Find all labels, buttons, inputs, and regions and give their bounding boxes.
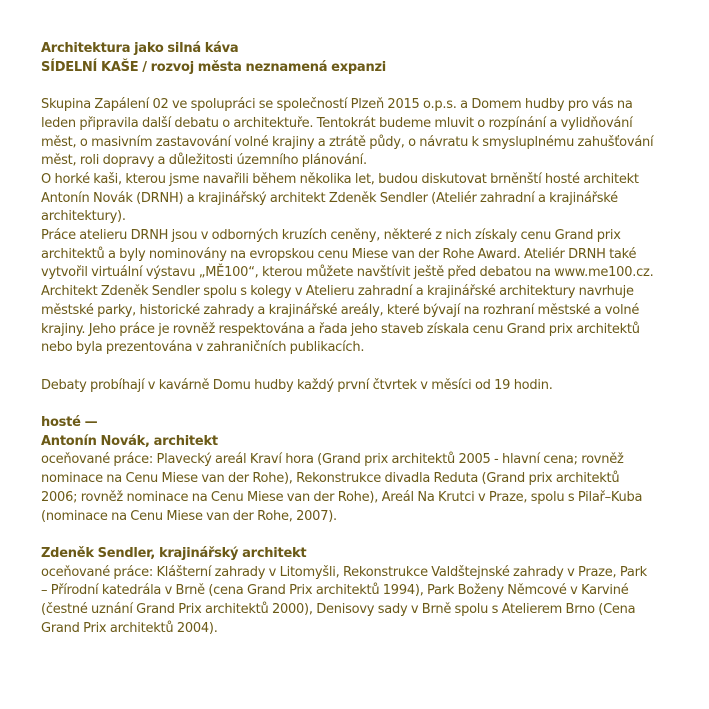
- guest-works-line: (nominace na Cenu Miese van der Rohe, 2007).: [41, 508, 337, 524]
- intro-line: měst, o masivním zastavování volné krajiny a ztrátě půdy, o návratu k smysluplnému zahušťování: [41, 134, 654, 150]
- guest-name: Zdeněk Sendler, krajinářský architekt: [41, 545, 307, 561]
- intro-line: O horké kaši, kterou jsme navařili během několika let, budou diskutovat brněnští hosté architekt: [41, 171, 639, 187]
- guest-sendler: [41, 545, 709, 639]
- schedule-text: Debaty probíhají v kavárně Domu hudby každý první čtvrtek v měsíci od 19 hodin.: [41, 377, 553, 393]
- document-title: Architektura jako silná káva: [41, 41, 239, 56]
- guests-heading: hosté —: [41, 415, 98, 431]
- intro-line: architektury).: [41, 209, 126, 225]
- intro-line: leden připravila další debatu o architektuře. Tentokrát budeme mluvit o rozpínání a vylidňování: [41, 115, 633, 131]
- guest-works-line: oceňované práce: Klášterní zahrady v Litomyšli, Rekonstrukce Valdštejnské zahrady v Praze, Park: [41, 564, 647, 580]
- guest-works-line: 2006; rovněž nominace na Cenu Miese van der Rohe), Areál Na Krutci v Praze, spolu s Pilař–Kuba: [41, 489, 643, 505]
- intro-line: Antonín Novák (DRNH) a krajinářský architekt Zdeněk Sendler (Ateliér zahradní a krajinářské: [41, 190, 618, 206]
- spacer: [41, 395, 709, 414]
- intro-line: architektů a byly nominovány na evropskou cenu Miese van der Rohe Award. Ateliér DRNH také: [41, 246, 637, 262]
- document-subtitle: SÍDELNÍ KAŠE / rozvoj města neznamená expanzi: [41, 59, 386, 75]
- spacer: [41, 77, 709, 96]
- spacer: [41, 526, 709, 545]
- guest-works-line: – Přírodní katedrála v Brně (cena Grand Prix architektů 1994), Park Boženy Němcové v Karviné: [41, 583, 629, 599]
- guest-name: Antonín Novák, architekt: [41, 433, 218, 449]
- guest-works-line: nominace na Cenu Miese van der Rohe), Rekonstrukce divadla Reduta (Grand prix architektů: [41, 471, 620, 487]
- intro-line: Skupina Zapálení 02 ve spolupráci se společností Plzeň 2015 o.p.s. a Domem hudby pro vás na: [41, 97, 633, 113]
- intro-line: vytvořil virtuální výstavu „MĚ100“, kterou můžete navštívit ještě před debatou na www.me100.cz.: [41, 265, 654, 281]
- intro-line: měst, roli dopravy a důležitosti územního plánování.: [41, 153, 367, 169]
- intro-paragraph: [41, 96, 709, 358]
- intro-line: krajiny. Jeho práce je rovněž respektována a řada jeho staveb získala cenu Grand prix architektů: [41, 321, 640, 337]
- spacer: [41, 358, 709, 377]
- intro-line: Architekt Zdeněk Sendler spolu s kolegy v Atelieru zahradní a krajinářské architektury navrhuje: [41, 284, 634, 300]
- intro-line: nebo byla prezentována v zahraničních publikacích.: [41, 340, 365, 356]
- intro-line: městské parky, historické zahrady a krajinářské areály, které bývají na rozhraní městské a volné: [41, 302, 640, 318]
- guest-works-line: oceňované práce: Plavecký areál Kraví hora (Grand prix architektů 2005 - hlavní cena; rovněž: [41, 452, 624, 468]
- intro-line: Práce atelieru DRNH jsou v odborných kruzích ceněny, některé z nich získaly cenu Grand prix: [41, 228, 621, 244]
- guest-novak: [41, 433, 709, 527]
- guest-works-line: Grand Prix architektů 2004).: [41, 620, 218, 636]
- guest-works-line: (čestné uznání Grand Prix architektů 2000), Denisovy sady v Brně spolu s Atelierem Brno (Cena: [41, 602, 636, 618]
